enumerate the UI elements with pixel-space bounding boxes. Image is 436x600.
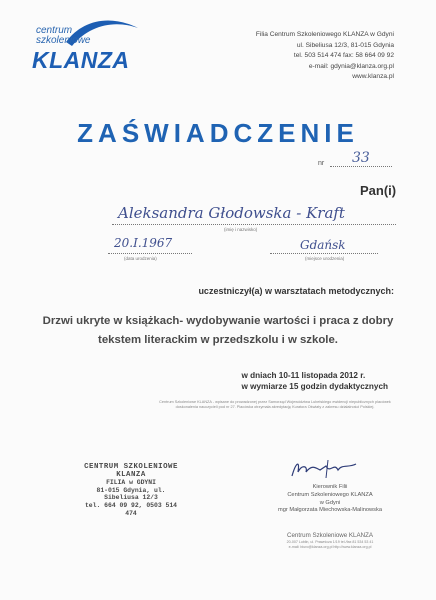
footer-block xyxy=(250,532,410,550)
director-line: w Gdyni xyxy=(319,499,341,506)
footer-line: 20-007 Lublin, ul. Prawnicza 1/19 tel./fax 81 534 53 41 xyxy=(286,539,374,544)
number-label: nr xyxy=(318,160,325,167)
birth-place-caption: (miejsce urodzenia) xyxy=(305,256,345,261)
page-title: ZAŚWIADCZENIE xyxy=(77,118,359,148)
birth-place: Gdańsk xyxy=(300,238,346,252)
number-value: 33 xyxy=(352,150,370,166)
branch-address xyxy=(256,30,394,83)
klanza-logo xyxy=(30,14,140,72)
dates-line: w dniach 10-11 listopada 2012 r. xyxy=(241,371,366,380)
logo-line-centrum: centrum xyxy=(36,25,73,36)
legal-note: Centrum Szkoleniowe KLANZA - wpisane do prowadzonej przez Samorząd Województwa Lubelskiego ewidencji niepublicznych placówek doskonalenia nauczycieli pod nr 27. Placówka otrzymała akredytację Kuratora Oświaty z zakresu działalności Polskiej. xyxy=(159,400,391,410)
address-line: ul. Sibeliusa 12/3, 81-015 Gdynia xyxy=(296,41,394,49)
salutation: Pan(i) xyxy=(360,183,397,198)
stamp-line: FILIA w GDYNI xyxy=(106,479,156,487)
stamp-line: 81-015 Gdynia, ul. Sibeliusa 12/3 xyxy=(96,486,166,502)
branch-stamp xyxy=(78,464,184,517)
footer-line: e-mail: biuro@klanza.org.pl http://www.klanza.org.pl xyxy=(288,545,372,549)
signature-icon xyxy=(286,458,366,480)
hours-line: w wymiarze 15 godzin dydaktycznych xyxy=(241,382,388,391)
number-underline xyxy=(330,166,392,167)
birth-date: 20.I.1967 xyxy=(114,236,173,250)
director-line: Kierownik Filii xyxy=(312,484,348,490)
birth-date-underline xyxy=(108,253,192,254)
address-line: Filia Centrum Szkoleniowego KLANZA w Gdyni xyxy=(255,31,394,38)
footer-title: Centrum Szkoleniowe KLANZA xyxy=(287,532,373,539)
stamp-line: KLANZA xyxy=(116,470,146,479)
participation-text: uczestniczył(a) w warsztatach metodycznych: xyxy=(198,286,394,296)
stamp-line: CENTRUM SZKOLENIOWE xyxy=(84,463,178,471)
director-name: mgr Małgorzata Miechowska-Malinowska xyxy=(278,507,382,514)
birth-place-underline xyxy=(270,253,378,254)
director-line: Centrum Szkoleniowego KLANZA xyxy=(287,491,373,498)
logo-line-szkoleniowe: szkoleniowe xyxy=(36,35,91,46)
stamp-line: tel. 664 09 92, 0503 514 474 xyxy=(84,501,178,517)
address-line: e-mail: gdynia@klanza.org.pl xyxy=(308,62,394,70)
address-line: tel. 503 514 474 fax: 58 664 09 92 xyxy=(293,52,394,59)
name-caption: (imię i nazwisko) xyxy=(224,227,258,232)
workshop-topic: Drzwi ukryte w książkach- wydobywanie wartości i praca z dobry tekstem literackim w przedszkolu i w szkole. xyxy=(42,315,394,346)
workshop-dates xyxy=(241,370,388,392)
director-block xyxy=(250,484,410,515)
address-line: www.klanza.pl xyxy=(352,73,394,80)
birth-date-caption: (data urodzenia) xyxy=(124,256,157,261)
person-name: Aleksandra Głodowska - Kraft xyxy=(118,204,345,222)
logo-brand: KLANZA xyxy=(32,47,130,73)
name-underline xyxy=(112,224,396,225)
